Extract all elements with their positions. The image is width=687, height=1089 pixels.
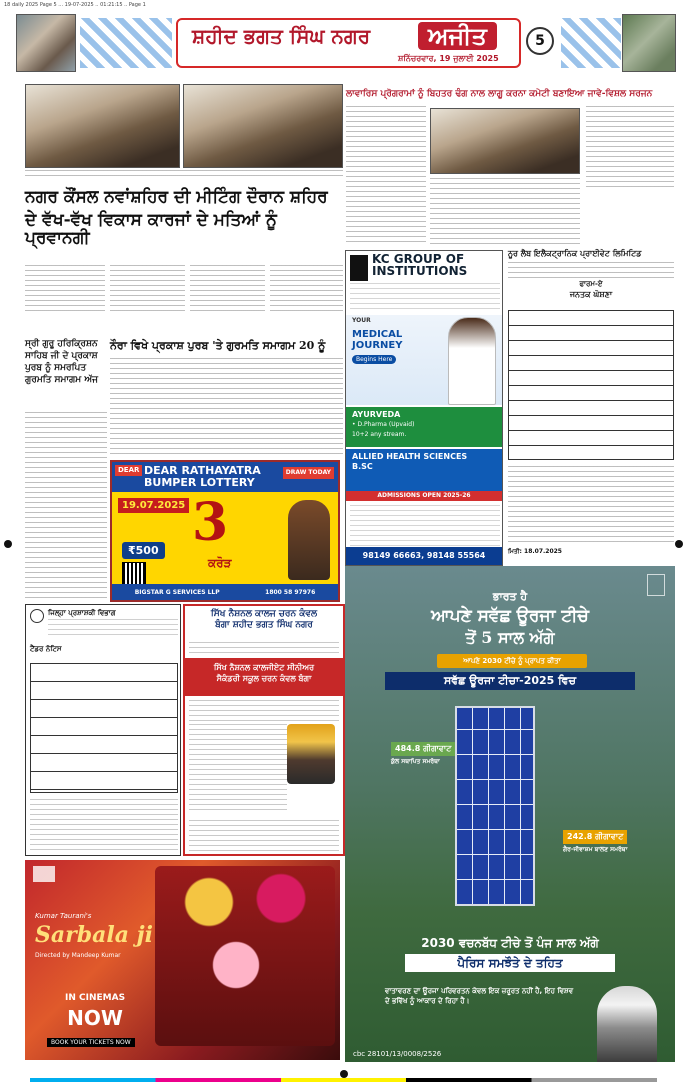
energy-quote: ਵਾਤਾਵਰਣ ਦਾ ਊਰਜਾ ਪਰਿਵਰਤਨ ਕੇਵਲ ਇਕ ਜ਼ਰੂਰਤ ਨਹੀਂ ਹੈ, ਇਹ ਵਿਸ਼ਵ ਦੇ ਭਵਿੱਖ ਨੂੰ ਆਕਾਰ ਦੇ ਰਿਹਾ ਹੈ। — [385, 987, 574, 1005]
brand-logo: ਅਜੀਤ — [418, 22, 497, 50]
movie-book-tickets: BOOK YOUR TICKETS NOW — [47, 1038, 135, 1047]
kc-name-line1: KC GROUP OF — [372, 252, 465, 266]
photo-caption — [25, 170, 343, 179]
installed-capacity-label: ਕੁੱਲ ਸਥਾਪਿਤ ਸਮਰੱਥਾ — [391, 758, 440, 765]
kc-bsc: B.SC — [352, 462, 373, 471]
kc-name-line2: INSTITUTIONS — [372, 264, 468, 278]
energy-line3: ਤੋਂ 5 ਸਾਲ ਅੱਗੇ — [465, 628, 555, 647]
sub-story-2-text — [110, 358, 343, 456]
meeting-photo-1 — [25, 84, 180, 168]
movie-ad — [25, 860, 340, 1060]
main-headline-line2: ਦੇ ਵੱਖ-ਵੱਖ ਵਿਕਾਸ ਕਾਰਜਾਂ ਦੇ ਮਤਿਆਂ ਨੂੰ ਪ੍ਰਵਾਨਗੀ — [25, 209, 277, 249]
lottery-price: ₹500 — [122, 542, 165, 559]
lottery-draw-today: DRAW TODAY — [283, 467, 334, 479]
masthead-pattern-left — [80, 18, 172, 68]
sikh-red-line2: ਸੈਕੰਡਰੀ ਸਕੂਲ ਚਰਨ ਕੰਵਲ ਬੰਗਾ — [216, 674, 312, 683]
nonfossil-capacity-badge: 242.8 ਗੀਗਾਵਾਟ — [563, 830, 627, 844]
sub-headline-2: ਨੌਰਾ ਵਿਖੇ ਪ੍ਰਕਾਸ਼ ਪੁਰਬ 'ਤੇ ਗੁਰਮਤਿ ਸਮਾਗਮ 20 ਨੂੰ — [110, 339, 326, 352]
edition-date: ਸ਼ਨਿੱਚਰਵਾਰ, 19 ਜੁਲਾਈ 2025 — [398, 54, 499, 63]
sikh-school-banner — [185, 658, 343, 696]
kc-phone: 98149 66663, 98148 55564 — [346, 547, 502, 565]
lottery-seller: BIGSTAR G SERVICES LLP — [134, 588, 220, 596]
lottery-phone: 1800 58 97976 — [265, 588, 316, 596]
solar-panel-illustration — [455, 706, 535, 906]
masthead-banner — [176, 18, 521, 68]
kc-allied-title: ALLIED HEALTH SCIENCES — [352, 452, 468, 461]
movie-now: NOW — [67, 1006, 123, 1030]
kc-begins-button: Begins Here — [352, 355, 396, 364]
energy-line1: ਭਾਰਤ ਹੈ — [492, 590, 528, 603]
main-text-4 — [270, 265, 343, 315]
installed-capacity-badge: 484.8 ਗੀਗਾਵਾਟ — [391, 742, 455, 756]
energy-pill: ਆਪਣੇ 2030 ਟੀਚੇ ਨੂੰ ਪ੍ਰਾਪਤ ਕੀਤਾ — [437, 654, 587, 668]
lottery-footer — [112, 584, 338, 600]
tender-body — [30, 799, 178, 851]
sikh-head-line1: ਸਿੱਖ ਨੈਸ਼ਨਲ ਕਾਲਜ ਚਰਨ ਕੰਵਲ — [210, 609, 318, 619]
lottery-person-photo — [288, 500, 330, 580]
color-calibration-bar — [30, 1078, 657, 1082]
prime-minister-photo — [597, 986, 657, 1062]
kc-journey: JOURNEY — [352, 340, 403, 351]
kc-logo-icon — [350, 255, 368, 281]
nonfossil-capacity-label: ਗੈਰ-ਜੀਵਾਸ਼ਮ ਬਾਲਣ ਸਮਰੱਥਾ — [563, 846, 628, 853]
sub-story-1-text — [25, 412, 107, 600]
meeting-photo-2 — [183, 84, 343, 168]
kc-name — [372, 253, 467, 277]
tender-notice — [25, 604, 181, 856]
sikh-head — [185, 606, 343, 638]
movie-director: Directed by Mandeep Kumar — [35, 952, 121, 959]
lottery-date: 19.07.2025 — [118, 498, 189, 513]
article-text-col-2 — [430, 178, 580, 246]
lottery-name — [144, 465, 261, 489]
sikh-college-ad — [183, 604, 345, 856]
registration-mark-right-icon — [675, 540, 683, 548]
statue-photo — [16, 14, 76, 72]
registration-mark-left-icon — [4, 540, 12, 548]
kc-group-ad — [345, 250, 503, 566]
main-text-1 — [25, 265, 105, 315]
principal-photo — [287, 724, 335, 784]
energy-ribbon: ਸਵੱਛ ਊਰਜਾ ਟੀਚਾ-2025 ਵਿਚ — [385, 672, 635, 690]
energy-line2: ਆਪਣੇ ਸਵੱਛ ਊਰਜਾ ਟੀਚੇ — [431, 606, 589, 626]
lottery-ad — [110, 460, 340, 602]
kc-ayurveda-sub: • D.Pharma (Upvaid) — [352, 421, 415, 428]
sub-headline-1: ਸ੍ਰੀ ਗੁਰੂ ਹਰਿਕ੍ਰਿਸ਼ਨ ਸਾਹਿਬ ਜੀ ਦੇ ਪ੍ਰਕਾਸ਼ ਪੁਰਬ ਨੂੰ ਸਮਰਪਿਤ ਗੁਰਮਤਿ ਸਮਾਗਮ ਅੱਜ — [25, 339, 98, 385]
article-text-col-1 — [346, 106, 426, 246]
govt-emblem-icon — [30, 609, 44, 623]
lottery-brand: DEAR — [115, 465, 142, 476]
clean-energy-ad — [345, 566, 675, 1062]
tender-title: ਜਿਲ੍ਹਾ ਪ੍ਰਸ਼ਾਸ਼ਕੀ ਵਿਭਾਗ — [48, 609, 116, 617]
registration-mark-icon — [340, 1070, 348, 1078]
main-text-2 — [110, 265, 185, 315]
energy-bottom2: ਪੈਰਿਸ ਸਮਝੌਤੇ ਦੇ ਤਹਿਤ — [405, 954, 615, 972]
page-number: 5 — [526, 27, 554, 55]
kc-address — [350, 283, 500, 309]
movie-in-cinemas — [65, 990, 125, 1029]
masthead — [16, 10, 676, 78]
notice-table — [508, 310, 674, 460]
notice-form: ਫਾਰਮ-ਏ — [579, 280, 603, 288]
sikh-red-line1: ਸਿੱਖ ਨੈਸ਼ਨਲ ਕਾਲਜੀਏਟ ਸੀਨੀਅਰ — [213, 663, 315, 672]
notice-heading: ਨੂਰ ਲੈਬ ਇਲੈਕਟ੍ਰਾਨਿਕ ਪ੍ਰਾਈਵੇਟ ਲਿਮਿਟਿਡ — [508, 248, 642, 258]
kc-allied — [346, 449, 502, 491]
cbc-code: cbc 28101/13/0008/2526 — [353, 1050, 442, 1058]
lottery-name-line2: BUMPER LOTTERY — [144, 476, 255, 489]
sikh-affiliation — [189, 642, 339, 656]
kc-medical-journey — [352, 329, 402, 351]
movie-in-cinemas-label: IN CINEMAS — [65, 993, 126, 1003]
main-headline-line1: ਨਗਰ ਕੌਂਸਲ ਨਵਾਂਸ਼ਹਿਰ ਦੀ ਮੀਟਿੰਗ ਦੌਰਾਨ ਸ਼ਹਿਰ — [25, 187, 328, 207]
energy-bottom1: 2030 ਵਚਨਬੱਧ ਟੀਚੇ ਤੋਂ ਪੰਜ ਸਾਲ ਅੱਗੇ — [421, 936, 599, 950]
main-headline — [25, 188, 343, 248]
lottery-prize: 3 — [192, 492, 229, 553]
notice-title: ਜਨਤਕ ਘੋਸ਼ਣਾ — [569, 290, 613, 299]
tender-subtitle: ਟੈਂਡਰ ਨੋਟਿਸ — [30, 645, 62, 653]
kc-ayurveda-title: AYURVEDA — [352, 410, 401, 419]
notice-date: ਮਿਤੀ: 18.07.2025 — [508, 548, 562, 555]
hospital-photo — [430, 108, 580, 174]
student-photo — [448, 317, 496, 405]
building-photo — [622, 14, 676, 72]
notice-address — [508, 262, 674, 278]
kc-medical: MEDICAL — [352, 329, 403, 340]
top-right-headline: ਲਾਵਾਰਿਸ ਪ੍ਰੋਗਰਾਮਾਂ ਨੂੰ ਬਿਹਤਰ ਢੰਗ ਨਾਲ ਲਾਗੂ ਕਰਨਾ ਕਮੇਟੀ ਬਣਾਇਆ ਜਾਵੇ-ਵਿਸ਼ਲ ਸਰਜਨ — [346, 89, 653, 99]
movie-title: Sarbala ji — [35, 922, 153, 948]
sikh-body — [189, 724, 287, 814]
studio-logo-icon — [33, 866, 55, 882]
kc-admissions: ADMISSIONS OPEN 2025-26 — [346, 491, 502, 501]
kc-your: YOUR — [352, 317, 371, 324]
lottery-name-line1: DEAR RATHAYATRA — [144, 464, 261, 477]
lottery-prize-label: ਕਰੋੜ — [208, 556, 232, 570]
notice-body — [508, 466, 674, 546]
qr-code-icon — [122, 562, 146, 586]
kc-ayurveda-sub2: 10+2 any stream. — [352, 431, 407, 438]
kc-courses — [350, 505, 500, 547]
article-text-col-3 — [586, 106, 674, 190]
main-text-3 — [190, 265, 265, 315]
sikh-head-line2: ਬੰਗਾ ਸ਼ਹੀਦ ਭਗਤ ਸਿੰਘ ਨਗਰ — [215, 620, 313, 630]
print-slug: 18 daily 2025 Page 5 ... 19-07-2025 .. 01:21:15 .. Page 1 — [4, 2, 146, 8]
movie-cast-photo — [155, 866, 335, 1046]
masthead-pattern-right — [561, 18, 621, 68]
kc-ayurveda — [346, 407, 502, 447]
edition-title: ਸ਼ਹੀਦ ਭਗਤ ਸਿੰਘ ਨਗਰ — [192, 24, 371, 48]
sikh-admission-text — [189, 700, 339, 722]
sikh-footer — [189, 820, 339, 854]
movie-presenter: Kumar Taurani's — [35, 912, 92, 920]
tender-table — [30, 663, 178, 793]
tender-address — [48, 619, 178, 639]
